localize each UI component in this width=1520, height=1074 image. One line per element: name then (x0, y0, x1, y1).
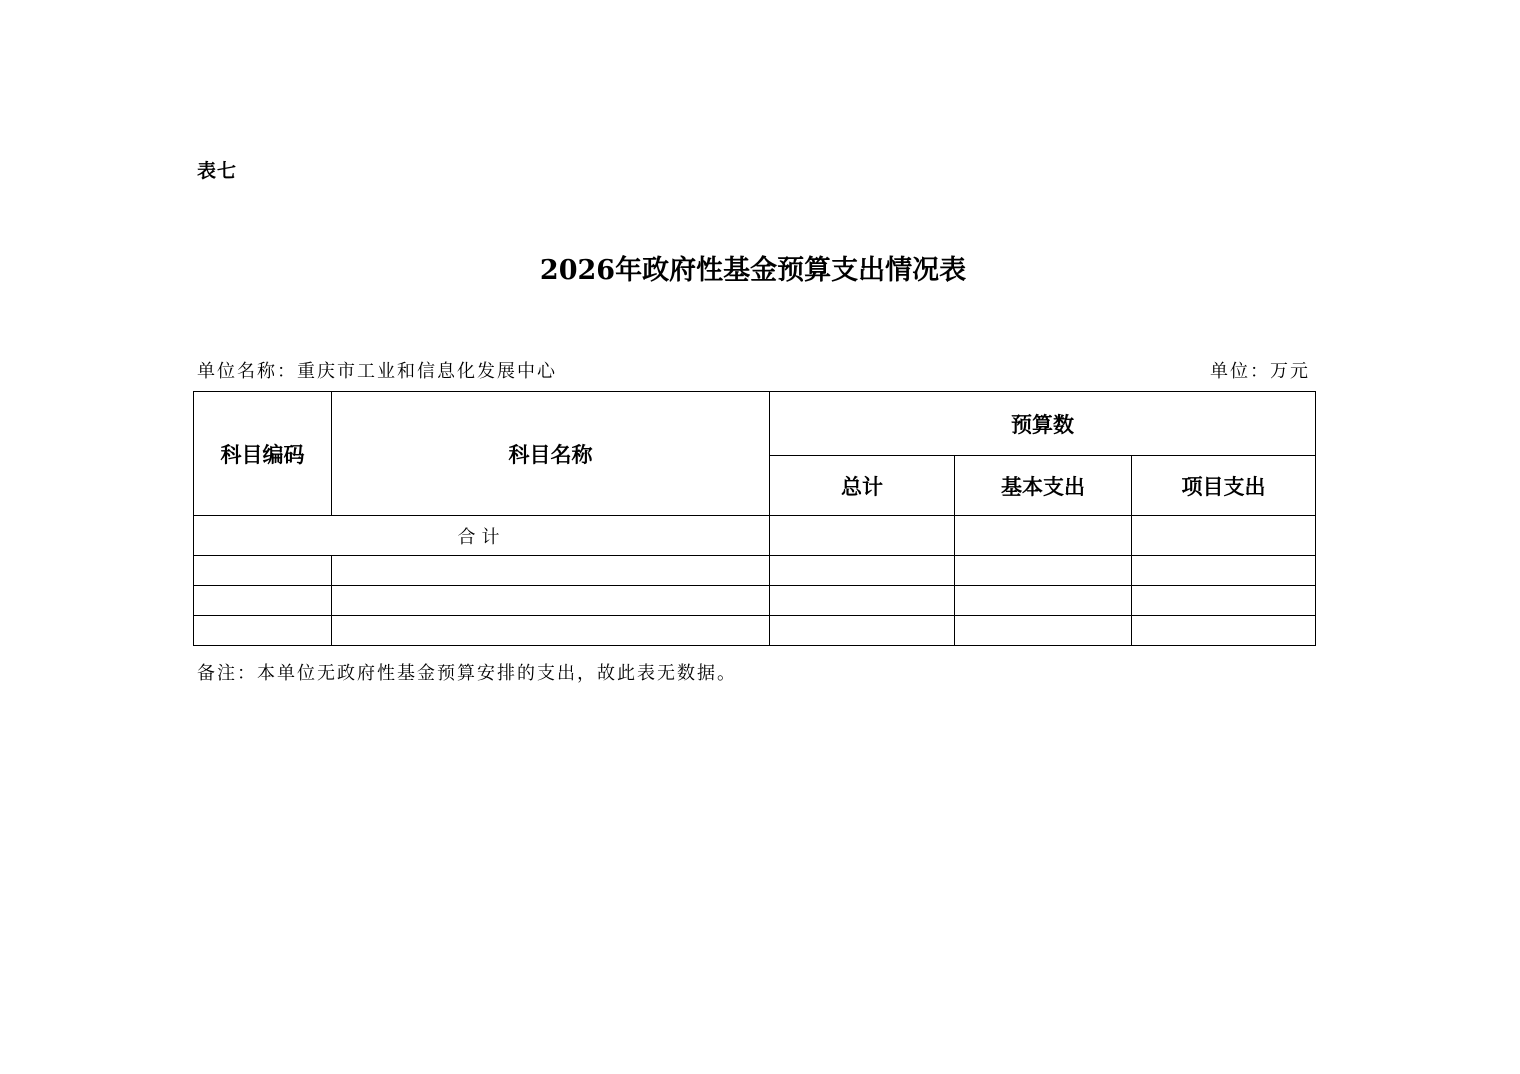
cell-name (332, 616, 770, 646)
header-total: 总计 (770, 456, 955, 516)
header-subject-code: 科目编码 (194, 392, 332, 516)
total-row-total (770, 516, 955, 556)
cell-project-expense (1132, 616, 1316, 646)
cell-code (194, 586, 332, 616)
header-budget-group: 预算数 (770, 392, 1316, 456)
cell-name (332, 586, 770, 616)
header-project-expense: 项目支出 (1132, 456, 1316, 516)
cell-total (770, 616, 955, 646)
total-row-basic-expense (955, 516, 1132, 556)
header-basic-expense: 基本支出 (955, 456, 1132, 516)
cell-code (194, 556, 332, 586)
total-row-project-expense (1132, 516, 1316, 556)
cell-total (770, 586, 955, 616)
cell-basic-expense (955, 616, 1132, 646)
cell-basic-expense (955, 556, 1132, 586)
total-row-label: 合计 (194, 516, 770, 556)
cell-project-expense (1132, 556, 1316, 586)
table-row (194, 616, 1316, 646)
total-row (194, 516, 1316, 556)
table-number-label: 表七 (197, 160, 238, 182)
cell-basic-expense (955, 586, 1132, 616)
table-row (194, 586, 1316, 616)
header-subject-name: 科目名称 (332, 392, 770, 516)
budget-expenditure-table (193, 391, 1316, 646)
table-note: 备注：本单位无政府性基金预算安排的支出，故此表无数据。 (197, 663, 737, 684)
table-row (194, 556, 1316, 586)
cell-code (194, 616, 332, 646)
cell-total (770, 556, 955, 586)
header-row-1 (194, 392, 1316, 456)
unit-name-text: 单位名称：重庆市工业和信息化发展中心 (197, 361, 557, 382)
cell-project-expense (1132, 586, 1316, 616)
cell-name (332, 556, 770, 586)
document-title: 2026年政府性基金预算支出情况表 (539, 255, 967, 286)
unit-measure-text: 单位：万元 (1210, 361, 1310, 382)
